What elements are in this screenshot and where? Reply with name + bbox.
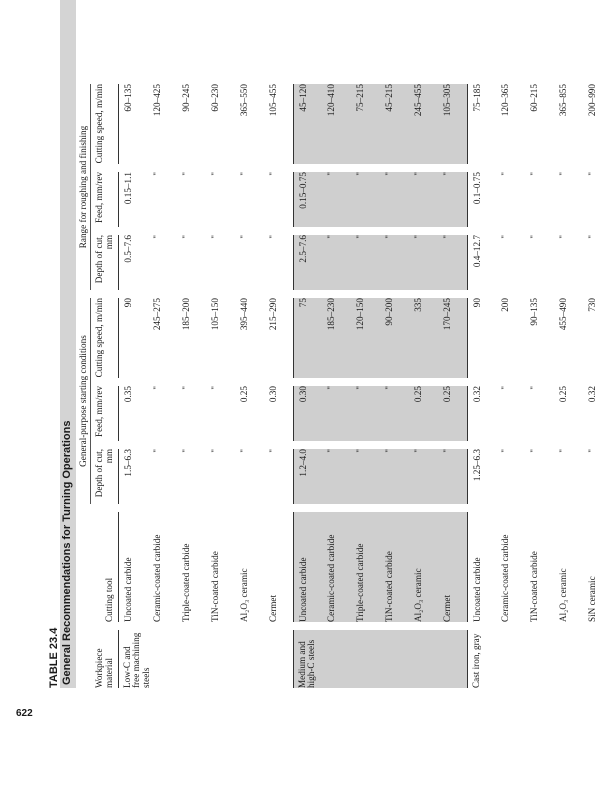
col-header-feed-range: Feed, mm/rev <box>94 172 119 227</box>
table-cell-depth: " <box>322 449 351 504</box>
table-cell-depth: " <box>209 449 220 453</box>
table-cell-tool: Uncoated carbide <box>467 512 496 622</box>
table-cell-speed: 90–200 <box>380 298 409 378</box>
table-cell-depth-range: " <box>238 235 249 239</box>
table-cell-workpiece: Cast iron, gray <box>467 630 496 688</box>
table-cell-workpiece <box>177 630 206 688</box>
table-cell-speed-range: 75–185 <box>467 84 496 164</box>
table-cell-feed: 0.32 <box>467 386 496 441</box>
table-cell-tool: TiN-coated carbide <box>380 512 409 622</box>
page-number: 622 <box>16 708 33 719</box>
table-cell-tool: TiN-coated carbide <box>528 551 539 622</box>
table-cell-feed-range: 0.15–0.75 <box>293 172 322 227</box>
table-cell-speed: 455–490 <box>557 298 568 331</box>
table-cell-feed-range: " <box>267 172 278 176</box>
table-cell-speed-range: 75–215 <box>351 84 380 164</box>
table-cell-depth: 1.2–4.0 <box>293 449 322 504</box>
table-cell-feed-range: " <box>586 172 597 176</box>
rotated-page <box>48 0 597 688</box>
table-cell-depth: " <box>380 449 409 504</box>
table-cell-speed: 90–135 <box>528 298 539 326</box>
table-cell-tool: Cermet <box>267 594 278 622</box>
table-cell-tool: Triple-coated carbide <box>351 512 380 622</box>
table-cell-depth-range: " <box>322 235 351 290</box>
group-header-general: General-purpose starting conditions <box>78 298 91 504</box>
col-header-depth: Depth of cut, mm <box>94 449 119 504</box>
col-header-depth-range: Depth of cut, mm <box>94 235 119 290</box>
col-header-feed: Feed, mm/rev <box>94 386 119 441</box>
table-cell-workpiece <box>235 630 264 688</box>
table-cell-depth: " <box>557 449 568 453</box>
table-cell-depth-range: " <box>180 235 191 239</box>
table-cell-speed-range: 365–550 <box>238 84 249 117</box>
table-cell-speed-range: 105–455 <box>267 84 278 117</box>
table-cell-tool: Cermet <box>438 512 467 622</box>
table-cell-feed: 0.25 <box>557 386 568 403</box>
table-cell-feed-range: " <box>499 172 510 176</box>
col-header-tool: Cutting tool <box>94 512 119 622</box>
table-cell-depth: " <box>180 449 191 453</box>
table-cell-depth-range: " <box>528 235 539 239</box>
table-cell-feed-range: " <box>209 172 220 176</box>
table-cell-speed-range: 245–455 <box>409 84 438 164</box>
table-cell-feed: 0.25 <box>438 386 467 441</box>
table-cell-feed-range: " <box>380 172 409 227</box>
col-header-speed-range: Cutting speed, m/min <box>94 84 119 164</box>
table-cell-feed: " <box>151 386 162 390</box>
table-cell-feed: " <box>499 386 510 390</box>
table-cell-workpiece: Low-C and free machining steels <box>121 632 151 688</box>
table-cell-workpiece <box>351 630 380 688</box>
table-cell-speed: 105–150 <box>209 298 220 331</box>
table-cell-speed: 170–245 <box>438 298 467 378</box>
table-cell-feed-range: " <box>438 172 467 227</box>
table-cell-feed-range: " <box>409 172 438 227</box>
table-cell-feed: " <box>322 386 351 441</box>
table-cell-feed: 0.30 <box>293 386 322 441</box>
table-cell-depth-range: " <box>151 235 162 239</box>
table-cell-workpiece <box>148 630 177 688</box>
table-cell-feed-range: " <box>151 172 162 176</box>
table-cell-speed: 200 <box>499 298 510 312</box>
table-cell-tool: Ceramic-coated carbide <box>151 534 162 622</box>
table-cell-speed-range: 45–215 <box>380 84 409 164</box>
table-cell-workpiece <box>525 630 554 688</box>
table-cell-depth: 1.5–6.3 <box>122 449 133 477</box>
table-cell-tool: Triple-coated carbide <box>180 543 191 622</box>
table-cell-workpiece <box>554 630 583 688</box>
table-cell-workpiece <box>264 630 293 688</box>
table-cell-speed-range: 120–365 <box>499 84 510 117</box>
table-cell-feed: 0.35 <box>122 386 133 403</box>
table-cell-depth: " <box>438 449 467 504</box>
table-cell-feed: 0.25 <box>409 386 438 441</box>
table-cell-depth: 1.25–6.3 <box>467 449 496 504</box>
spacer <box>78 512 94 622</box>
table-cell-speed-range: 120–425 <box>151 84 162 117</box>
table-cell-feed: 0.30 <box>267 386 278 403</box>
table-cell-speed-range: 365–855 <box>557 84 568 117</box>
table-cell-workpiece <box>380 630 409 688</box>
table-cell-tool: Uncoated carbide <box>293 512 322 622</box>
table-cell-feed-range: " <box>238 172 249 176</box>
col-header-speed: Cutting speed, m/min <box>94 298 119 378</box>
table-cell-speed-range: 45–120 <box>293 84 322 164</box>
table-cell-depth-range: " <box>209 235 220 239</box>
table-cell-workpiece <box>496 630 525 688</box>
table-cell-feed: " <box>351 386 380 441</box>
table-cell-tool: Uncoated carbide <box>122 557 133 622</box>
table-caption-bar <box>60 0 76 688</box>
table-cell-depth-range: 0.5–7.6 <box>122 235 133 263</box>
table-cell-speed-range: 60–230 <box>209 84 220 112</box>
table-cell-depth: " <box>151 449 162 453</box>
turning-table <box>78 0 612 688</box>
table-cell-speed: 75 <box>293 298 322 378</box>
table-cell-speed: 215–290 <box>267 298 278 331</box>
table-cell-feed: " <box>209 386 220 390</box>
table-cell-depth: " <box>351 449 380 504</box>
table-cell-feed: " <box>528 386 539 390</box>
group-header-range: Range for roughing and finishing <box>78 84 91 290</box>
table-cell-speed-range: 200–990 <box>586 84 597 117</box>
table-cell-speed-range: 120–410 <box>322 84 351 164</box>
table-cell-workpiece <box>438 630 467 688</box>
table-cell-tool: Ceramic-coated carbide <box>322 512 351 622</box>
table-cell-depth: " <box>238 449 249 453</box>
table-caption: General Recommendations for Turning Operations <box>61 420 73 685</box>
table-cell-feed-range: " <box>322 172 351 227</box>
table-cell-tool: Al₂O₃ ceramic <box>238 568 249 622</box>
table-cell-speed: 335 <box>409 298 438 378</box>
table-cell-depth-range: 0.4–12.7 <box>467 235 496 290</box>
table-cell-speed-range: 60–215 <box>528 84 539 112</box>
table-cell-depth-range: " <box>557 235 568 239</box>
table-cell-speed: 90 <box>467 298 496 378</box>
table-cell-feed-range: 0.15–1.1 <box>122 172 133 205</box>
table-cell-depth: " <box>528 449 539 453</box>
table-cell-feed: " <box>180 386 191 390</box>
table-cell-workpiece <box>583 630 612 688</box>
table-cell-speed-range: 105–305 <box>438 84 467 164</box>
table-cell-depth-range: " <box>409 235 438 290</box>
table-cell-workpiece <box>409 630 438 688</box>
table-cell-depth-range: " <box>438 235 467 290</box>
table-cell-feed-range: " <box>528 172 539 176</box>
table-cell-depth: " <box>267 449 278 453</box>
table-cell-speed-range: 90–245 <box>180 84 191 112</box>
table-cell-speed: 185–200 <box>180 298 191 331</box>
table-label: TABLE 23.4 <box>48 627 60 688</box>
table-cell-speed: 120–150 <box>351 298 380 378</box>
table-cell-depth-range: " <box>586 235 597 239</box>
table-cell-depth-range: " <box>351 235 380 290</box>
table-cell-tool: SiN ceramic <box>586 576 597 622</box>
table-cell-speed-range: 60–135 <box>122 84 133 112</box>
table-cell-workpiece <box>206 630 235 688</box>
table-cell-depth-range: " <box>499 235 510 239</box>
table-cell-speed: 90 <box>122 298 133 308</box>
table-cell-tool: Ceramic-coated carbide <box>499 534 510 622</box>
table-cell-feed: 0.32 <box>586 386 597 403</box>
table-cell-speed: 395–440 <box>238 298 249 331</box>
table-cell-workpiece <box>322 630 351 688</box>
table-cell-feed: " <box>380 386 409 441</box>
table-cell-depth-range: " <box>267 235 278 239</box>
table-cell-depth: " <box>586 449 597 453</box>
table-cell-workpiece: Medium and high-C steels <box>293 630 322 688</box>
table-cell-feed-range: " <box>351 172 380 227</box>
table-cell-tool: TiN-coated carbide <box>209 551 220 622</box>
table-cell-speed: 730 <box>586 298 597 312</box>
col-header-workpiece: Workpiece material <box>94 630 119 688</box>
table-cell-feed-range: 0.1–0.75 <box>467 172 496 227</box>
table-cell-tool: Al₂O₃ ceramic <box>409 512 438 622</box>
spacer <box>78 630 94 688</box>
table-cell-depth-range: 2.5–7.6 <box>293 235 322 290</box>
table-cell-depth: " <box>409 449 438 504</box>
table-cell-depth: " <box>499 449 510 453</box>
table-cell-feed-range: " <box>557 172 568 176</box>
table-cell-feed-range: " <box>180 172 191 176</box>
table-cell-tool: Al₂O₃ ceramic <box>557 568 568 622</box>
table-cell-feed: 0.25 <box>238 386 249 403</box>
table-cell-depth-range: " <box>380 235 409 290</box>
table-cell-speed: 245–275 <box>151 298 162 331</box>
table-cell-speed: 185–230 <box>322 298 351 378</box>
